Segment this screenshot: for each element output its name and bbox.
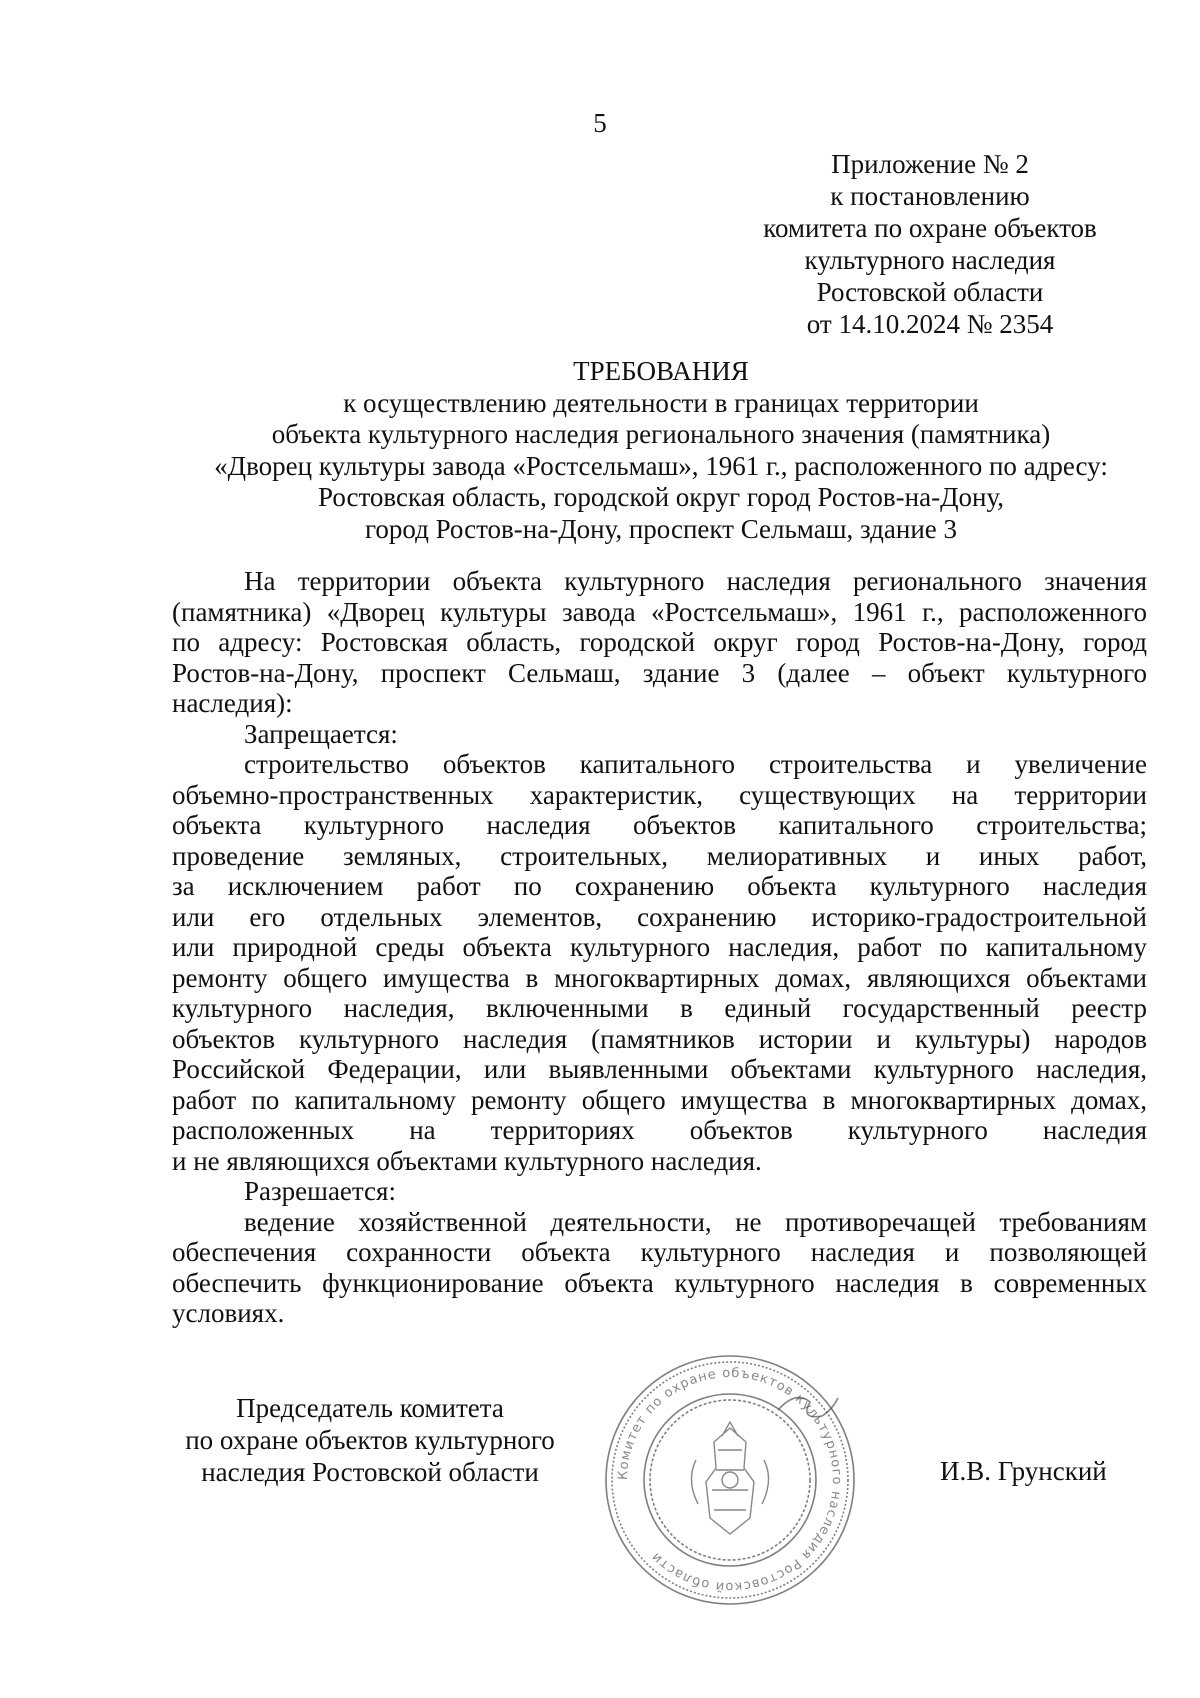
appendix-block [740,148,1120,340]
appendix-line: к постановлению [830,181,1030,211]
body-line: обеспечить функционирование объекта культурного наследия в современных [172,1267,1147,1298]
title-line: город Ростов-на-Дону, проспект Сельмаш, здание 3 [364,513,958,544]
body-line: На территории объекта культурного наследия регионального значения [244,566,1147,596]
body-line: условиях. [172,1298,285,1328]
body-line: строительство объектов капитального строительства и увеличение [244,749,1147,779]
title-line: Ростовская область, городской округ город Ростов-на-Дону, [317,482,1004,512]
appendix-line: Приложение № 2 [831,149,1029,179]
body-line: или природной среды объекта культурного наследия, работ по капитальному [172,932,1147,962]
body-line: объектов культурного наследия (памятников истории и культуры) народов [172,1023,1147,1054]
allowed-label: Разрешается: [244,1176,396,1206]
prohibited-label: Запрещается: [244,718,398,749]
signatory-position-line: наследия Ростовской области [201,1457,539,1487]
body-line: культурного наследия, включенными в единый государственный реестр [172,993,1147,1023]
title-line: к осуществлению деятельности в границах территории [343,387,979,418]
body-line: проведение земляных, строительных, мелиоративных и иных работ, [172,840,1147,871]
body-line: Российской Федерации, или выявленными объектами культурного наследия, [172,1054,1147,1084]
body-line: Ростов-на-Дону, проспект Сельмаш, здание 3 (далее – объект культурного [172,657,1147,688]
body-line: ведение хозяйственной деятельности, не противоречащей требованиям [244,1206,1147,1237]
official-seal-stamp [600,1350,860,1610]
signatory-position-line: Председатель комитета [236,1393,504,1423]
appendix-line: Ростовской области [816,277,1044,307]
document-title-block [120,356,1200,545]
title-line: «Дворец культуры завода «Ростсельмаш», 1961 г., расположенного по адресу: [214,450,1108,481]
appendix-line: комитета по охране объектов [763,213,1097,243]
body-line: работ по капитальному ремонту общего имущества в многоквартирных домах, [172,1084,1147,1115]
body-line: объемно-пространственных характеристик, существующих на территории [172,779,1147,810]
body-line: или его отдельных элементов, сохранению историко-градостроительной [172,901,1147,932]
signatory-position-line: по охране объектов культурного [185,1425,555,1455]
body-line: по адресу: Ростовская область, городской округ город Ростов-на-Дону, город [172,627,1147,657]
body-line: расположенных на территориях объектов культурного наследия [172,1115,1147,1145]
document-heading: ТРЕБОВАНИЯ [573,356,749,386]
title-line: объекта культурного наследия регионального значения (памятника) [271,419,1051,449]
body-line: и не являющихся объектами культурного наследия. [172,1145,762,1176]
body-line: обеспечения сохранности объекта культурного наследия и позволяющей [172,1237,1147,1267]
body-line: объекта культурного наследия объектов капитального строительства; [172,810,1147,840]
signatory-name: И.В. Грунский [940,1456,1107,1486]
body-line: за исключением работ по сохранению объекта культурного наследия [172,871,1147,901]
appendix-line: от 14.10.2024 № 2354 [806,309,1054,339]
appendix-line: культурного наследия [804,245,1056,275]
signatory-position [160,1392,580,1488]
body-line: (памятника) «Дворец культуры завода «Ростсельмаш», 1961 г., расположенного [172,596,1147,627]
page-number: 5 [593,108,607,138]
body-line: наследия): [172,688,293,718]
seal-ring-text: Комитет по охране объектов культурного наследия Ростовской области [615,1365,845,1595]
body-line: ремонту общего имущества в многоквартирных домах, являющихся объектами [172,962,1147,993]
document-body [172,566,1147,1329]
